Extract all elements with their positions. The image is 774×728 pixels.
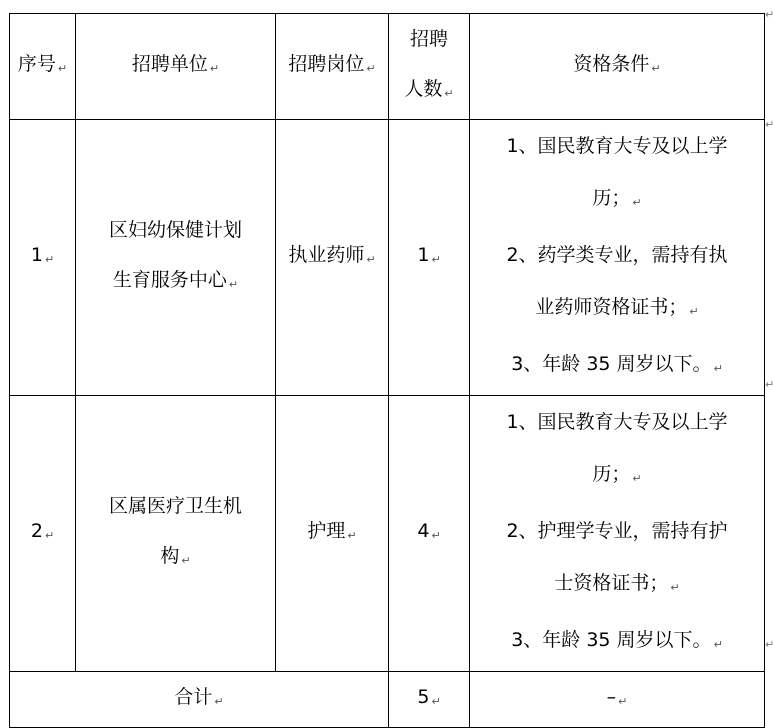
paragraph-mark-icon: ↵ <box>618 695 628 708</box>
row-unit-line1: 区属医疗卫生机 <box>108 495 242 517</box>
row-count: 4 ↵ <box>389 396 470 672</box>
row-no: 1 ↵ <box>10 120 76 396</box>
paragraph-mark-icon: ↵ <box>181 554 191 567</box>
condition-line: 3、年龄 35 周岁以下。 ↵ <box>511 629 723 651</box>
header-conditions: 资格条件 ↵ <box>470 14 765 120</box>
row-unit <box>76 120 276 396</box>
paragraph-mark-icon: ↵ <box>44 529 55 542</box>
recruitment-table <box>9 13 765 728</box>
paragraph-mark-icon: ↵ <box>713 638 723 651</box>
row-post: 护理 ↵ <box>276 396 389 672</box>
condition-line: 士资格证书； ↵ <box>554 572 680 594</box>
paragraph-mark-icon: ↵ <box>670 581 680 594</box>
table-row <box>10 120 765 396</box>
end-of-row-mark-icon: ↵ <box>765 8 774 21</box>
row-conditions <box>470 396 765 672</box>
condition-line: 业药师资格证书； ↵ <box>535 296 699 318</box>
condition-line: 1、国民教育大专及以上学 <box>506 135 728 157</box>
paragraph-mark-icon: ↵ <box>431 253 441 266</box>
paragraph-mark-icon: ↵ <box>214 695 224 708</box>
row-count: 1 ↵ <box>389 120 470 396</box>
paragraph-mark-icon: ↵ <box>228 278 239 291</box>
paragraph-mark-icon: ↵ <box>632 196 642 209</box>
header-unit: 招聘单位 ↵ <box>76 14 276 120</box>
header-row <box>10 14 765 120</box>
row-no: 2 ↵ <box>10 396 76 672</box>
row-unit-line2: 构 ↵ <box>160 545 191 567</box>
paragraph-mark-icon: ↵ <box>689 305 699 318</box>
condition-line: 历； ↵ <box>592 463 642 485</box>
table-row <box>10 396 765 672</box>
condition-line: 2、药学类专业，需持有执 <box>506 244 728 266</box>
row-conditions <box>470 120 765 396</box>
header-count-line2: 人数 ↵ <box>404 78 454 100</box>
condition-line: 历； ↵ <box>592 187 642 209</box>
paragraph-mark-icon: ↵ <box>713 362 723 375</box>
row-unit-line1: 区妇幼保健计划 <box>108 219 242 241</box>
condition-line: 1、国民教育大专及以上学 <box>506 411 728 433</box>
end-of-row-mark-icon: ↵ <box>765 378 774 391</box>
total-count: 5 ↵ <box>389 672 470 728</box>
paragraph-mark-icon: ↵ <box>651 62 661 75</box>
end-of-row-mark-icon: ↵ <box>765 638 774 651</box>
total-label: 合计 ↵ <box>10 672 389 728</box>
condition-line: 3、年龄 35 周岁以下。 ↵ <box>511 353 723 375</box>
total-conditions: – ↵ <box>470 672 765 728</box>
condition-line: 2、护理学专业，需持有护 <box>506 520 728 542</box>
paragraph-mark-icon: ↵ <box>57 62 68 75</box>
paragraph-mark-icon: ↵ <box>366 62 376 75</box>
paragraph-mark-icon: ↵ <box>44 253 55 266</box>
header-post: 招聘岗位 ↵ <box>276 14 389 120</box>
header-count-line1: 招聘 <box>409 28 448 50</box>
paragraph-mark-icon: ↵ <box>444 87 454 100</box>
row-unit-line2: 生育服务中心 ↵ <box>112 269 239 291</box>
header-count <box>389 14 470 120</box>
paragraph-mark-icon: ↵ <box>632 472 642 485</box>
total-row <box>10 672 765 728</box>
paragraph-mark-icon: ↵ <box>431 695 441 708</box>
paragraph-mark-icon: ↵ <box>366 253 376 266</box>
row-post: 执业药师 ↵ <box>276 120 389 396</box>
paragraph-mark-icon: ↵ <box>347 529 357 542</box>
paragraph-mark-icon: ↵ <box>209 62 220 75</box>
end-of-row-mark-icon: ↵ <box>765 118 774 131</box>
paragraph-mark-icon: ↵ <box>431 529 441 542</box>
row-unit <box>76 396 276 672</box>
header-no: 序号 ↵ <box>10 14 76 120</box>
